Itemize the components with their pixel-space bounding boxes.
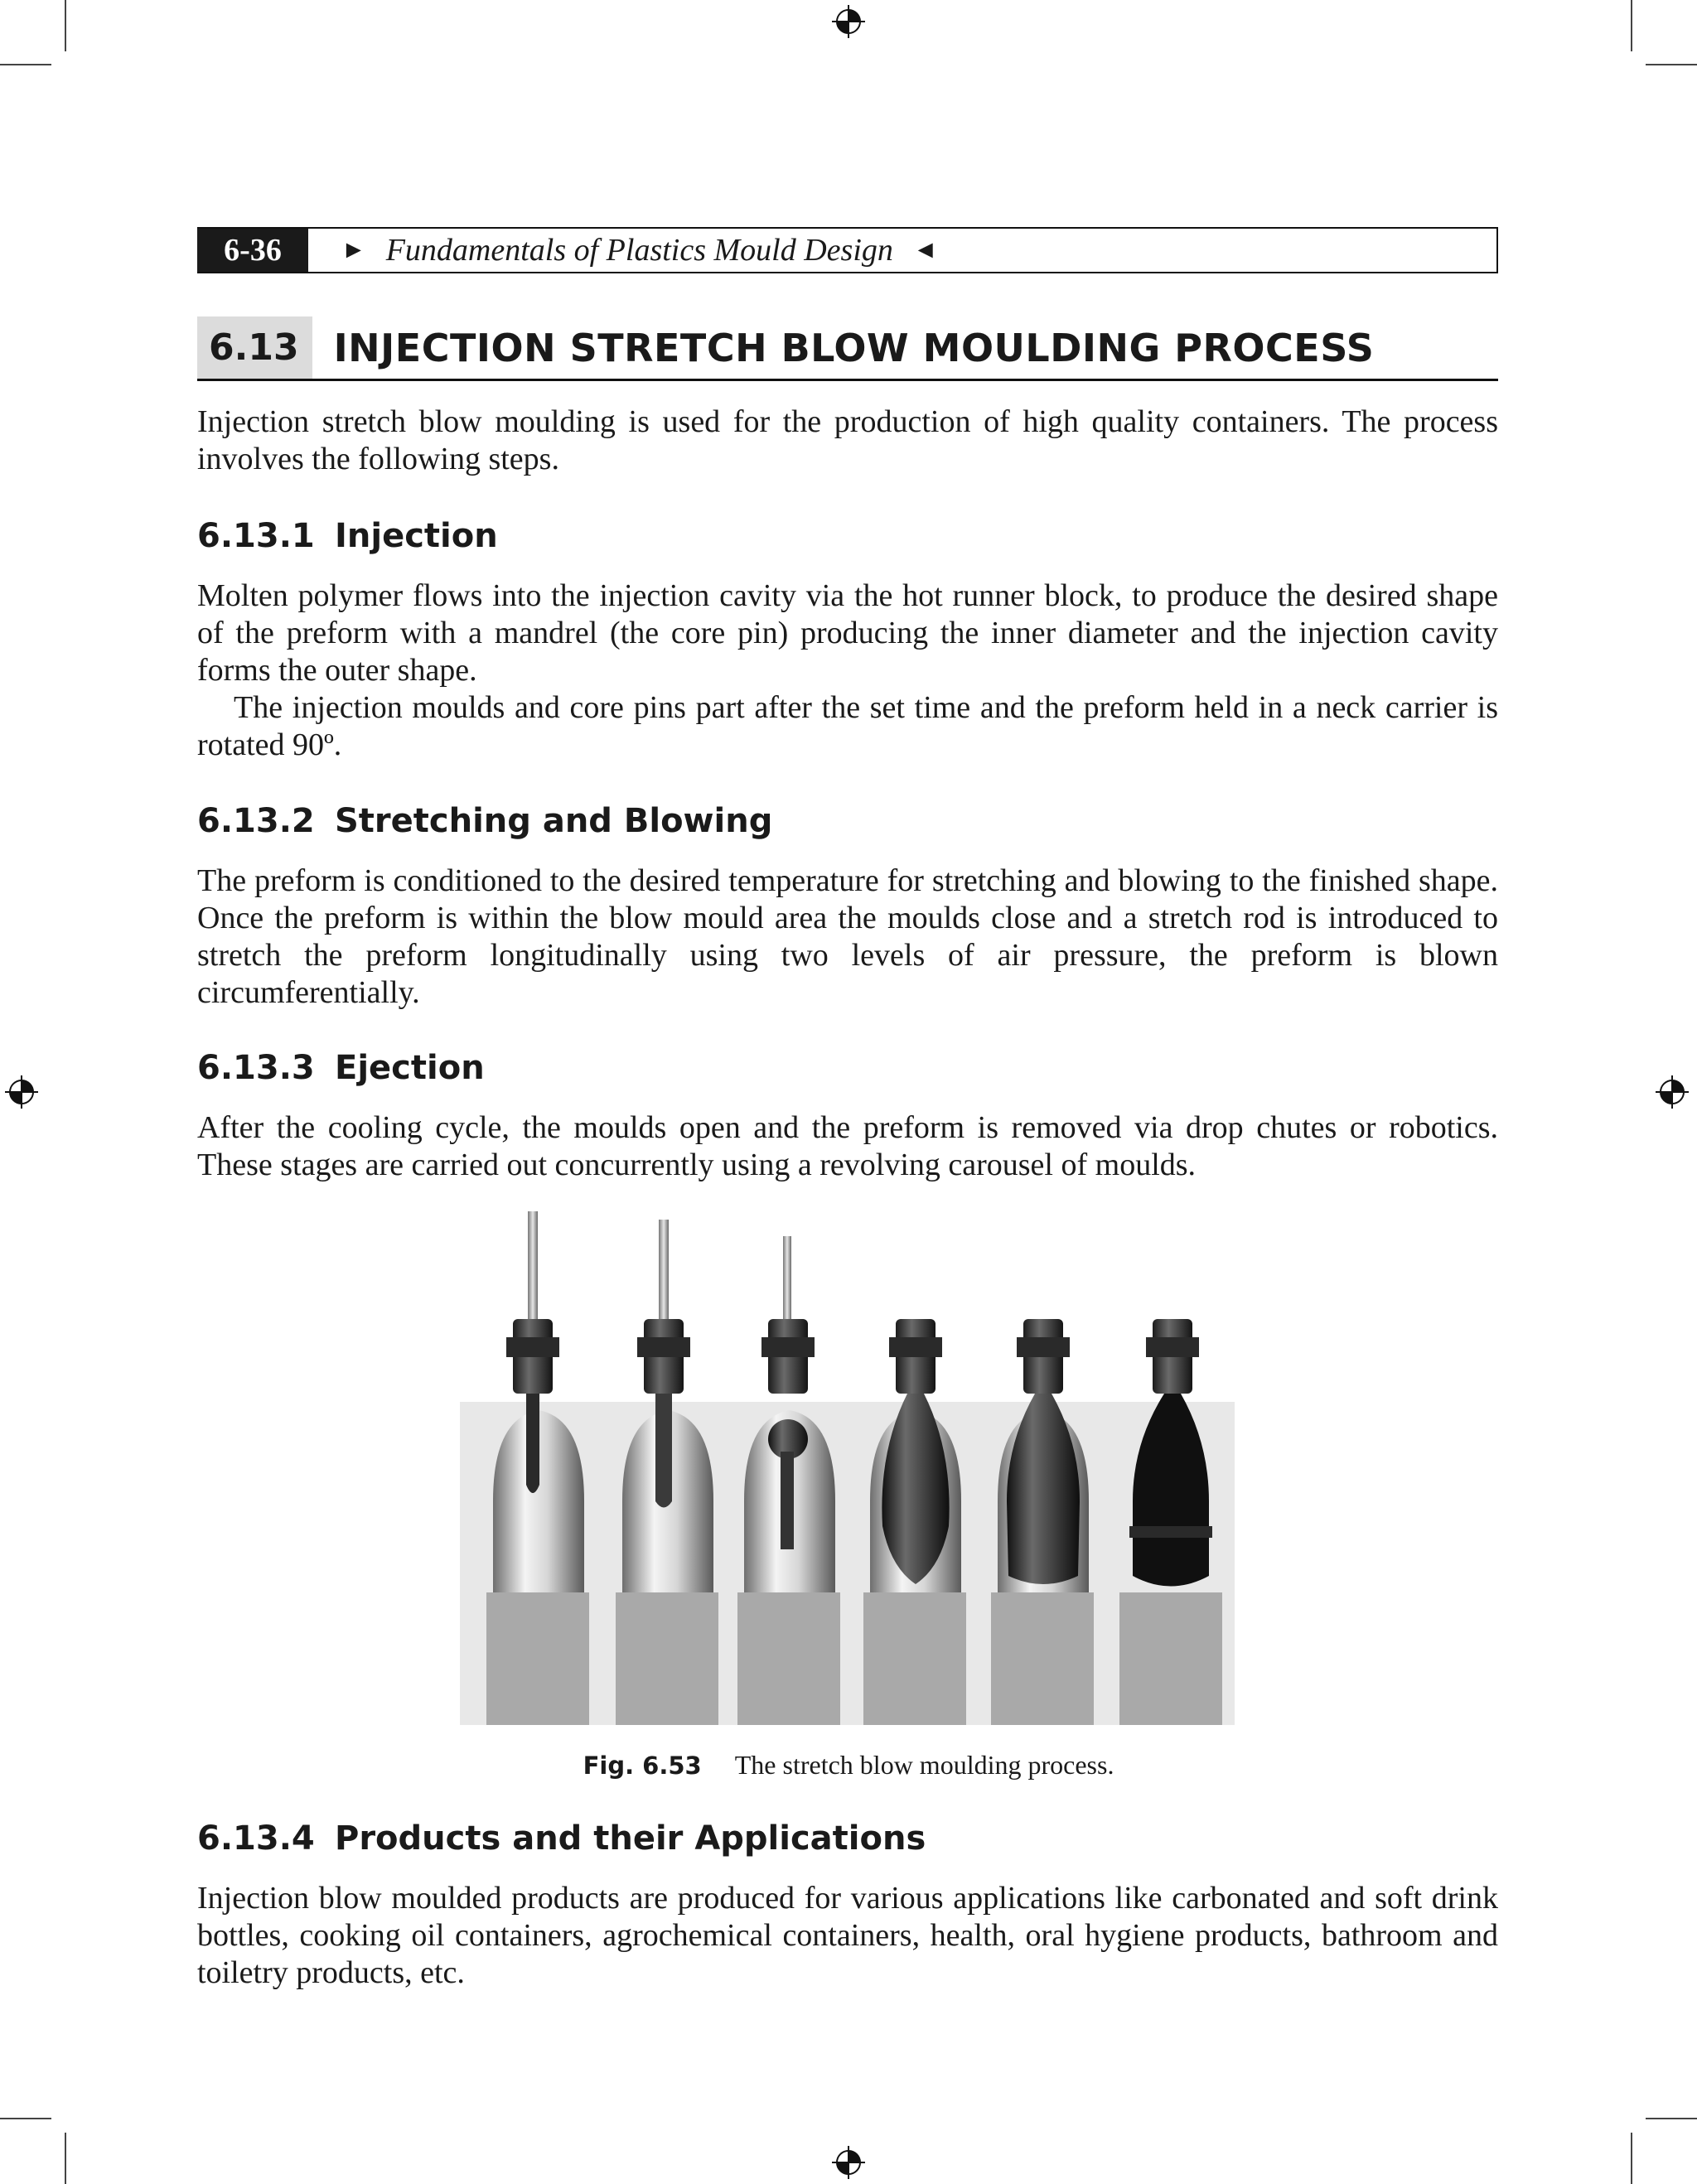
station-3 bbox=[737, 1236, 840, 1725]
body-paragraph: After the cooling cycle, the moulds open and the preform is removed via drop chutes or robotics. These stages are carried out concurrently using a revolving carousel of moulds. bbox=[197, 1110, 1498, 1182]
crop-mark bbox=[65, 2133, 66, 2184]
body-paragraph: Injection blow moulded products are produced for various applications like carbonated and soft drink bottles, cooking oil containers, agrochemical containers, health, oral hygiene products, bathroom and toiletry products, etc. bbox=[197, 1881, 1498, 1990]
station-2 bbox=[616, 1220, 718, 1725]
station-5 bbox=[991, 1319, 1094, 1725]
section-number: 6.13 bbox=[197, 316, 312, 379]
left-pointer-icon: ◄ bbox=[912, 236, 938, 263]
subsection-number: 6.13.2 bbox=[197, 802, 315, 840]
body-paragraph: The injection moulds and core pins part after the set time and the preform held in a neck carrier is rotated 90º. bbox=[197, 690, 1498, 762]
station-6 bbox=[1119, 1319, 1222, 1725]
subsection-number: 6.13.3 bbox=[197, 1049, 315, 1087]
body-paragraph: The preform is conditioned to the desired temperature for stretching and blowing to the finished shape. Once the preform is within the blow mould area the moulds close and a stretch rod is introduced to stretch the preform longitudinally using two levels of air pressure, the preform is blown circumferentially. bbox=[197, 863, 1498, 1010]
subsection-heading bbox=[197, 1049, 485, 1087]
right-pointer-icon: ► bbox=[341, 236, 366, 263]
registration-mark-icon bbox=[832, 2146, 865, 2179]
crop-mark bbox=[65, 0, 66, 51]
subsection-heading bbox=[197, 1819, 926, 1858]
subsection-title: Injection bbox=[335, 517, 498, 555]
section-title: INJECTION STRETCH BLOW MOULDING PROCESS bbox=[333, 325, 1375, 370]
crop-mark bbox=[1646, 2118, 1697, 2119]
station-1 bbox=[486, 1211, 589, 1725]
section-intro: Injection stretch blow moulding is used for the production of high quality containers. The process involves the following steps. bbox=[197, 404, 1498, 476]
station-4 bbox=[863, 1319, 966, 1725]
figure-caption bbox=[0, 1750, 1697, 1781]
subsection-title: Stretching and Blowing bbox=[335, 802, 773, 840]
subsection-heading bbox=[197, 802, 772, 840]
running-header bbox=[197, 227, 1498, 273]
registration-mark-icon bbox=[832, 5, 865, 38]
book-title: Fundamentals of Plastics Mould Design bbox=[385, 233, 893, 268]
crop-mark bbox=[0, 64, 51, 65]
crop-mark bbox=[1646, 64, 1697, 65]
subsection-title: Products and their Applications bbox=[335, 1819, 926, 1858]
body-paragraph: Molten polymer flows into the injection cavity via the hot runner block, to produce the desired shape of the preform with a mandrel (the core pin) producing the inner diameter and the injection cavity forms the outer shape. bbox=[197, 578, 1498, 688]
subsection-title: Ejection bbox=[335, 1049, 485, 1087]
section-heading bbox=[197, 316, 1498, 381]
figure-label: Fig. 6.53 bbox=[583, 1752, 702, 1780]
subsection-number: 6.13.4 bbox=[197, 1819, 315, 1858]
crop-mark bbox=[1631, 0, 1632, 51]
subsection-number: 6.13.1 bbox=[197, 517, 315, 555]
registration-mark-icon bbox=[1656, 1075, 1689, 1109]
figure-caption-text: The stretch blow moulding process. bbox=[734, 1750, 1114, 1780]
subsection-heading bbox=[197, 517, 498, 555]
registration-mark-icon bbox=[5, 1075, 38, 1109]
crop-mark bbox=[0, 2118, 51, 2119]
page-number: 6-36 bbox=[197, 229, 308, 272]
crop-mark bbox=[1631, 2133, 1632, 2184]
book-title-block bbox=[341, 232, 938, 268]
stretch-blow-moulding-figure bbox=[460, 1203, 1235, 1725]
